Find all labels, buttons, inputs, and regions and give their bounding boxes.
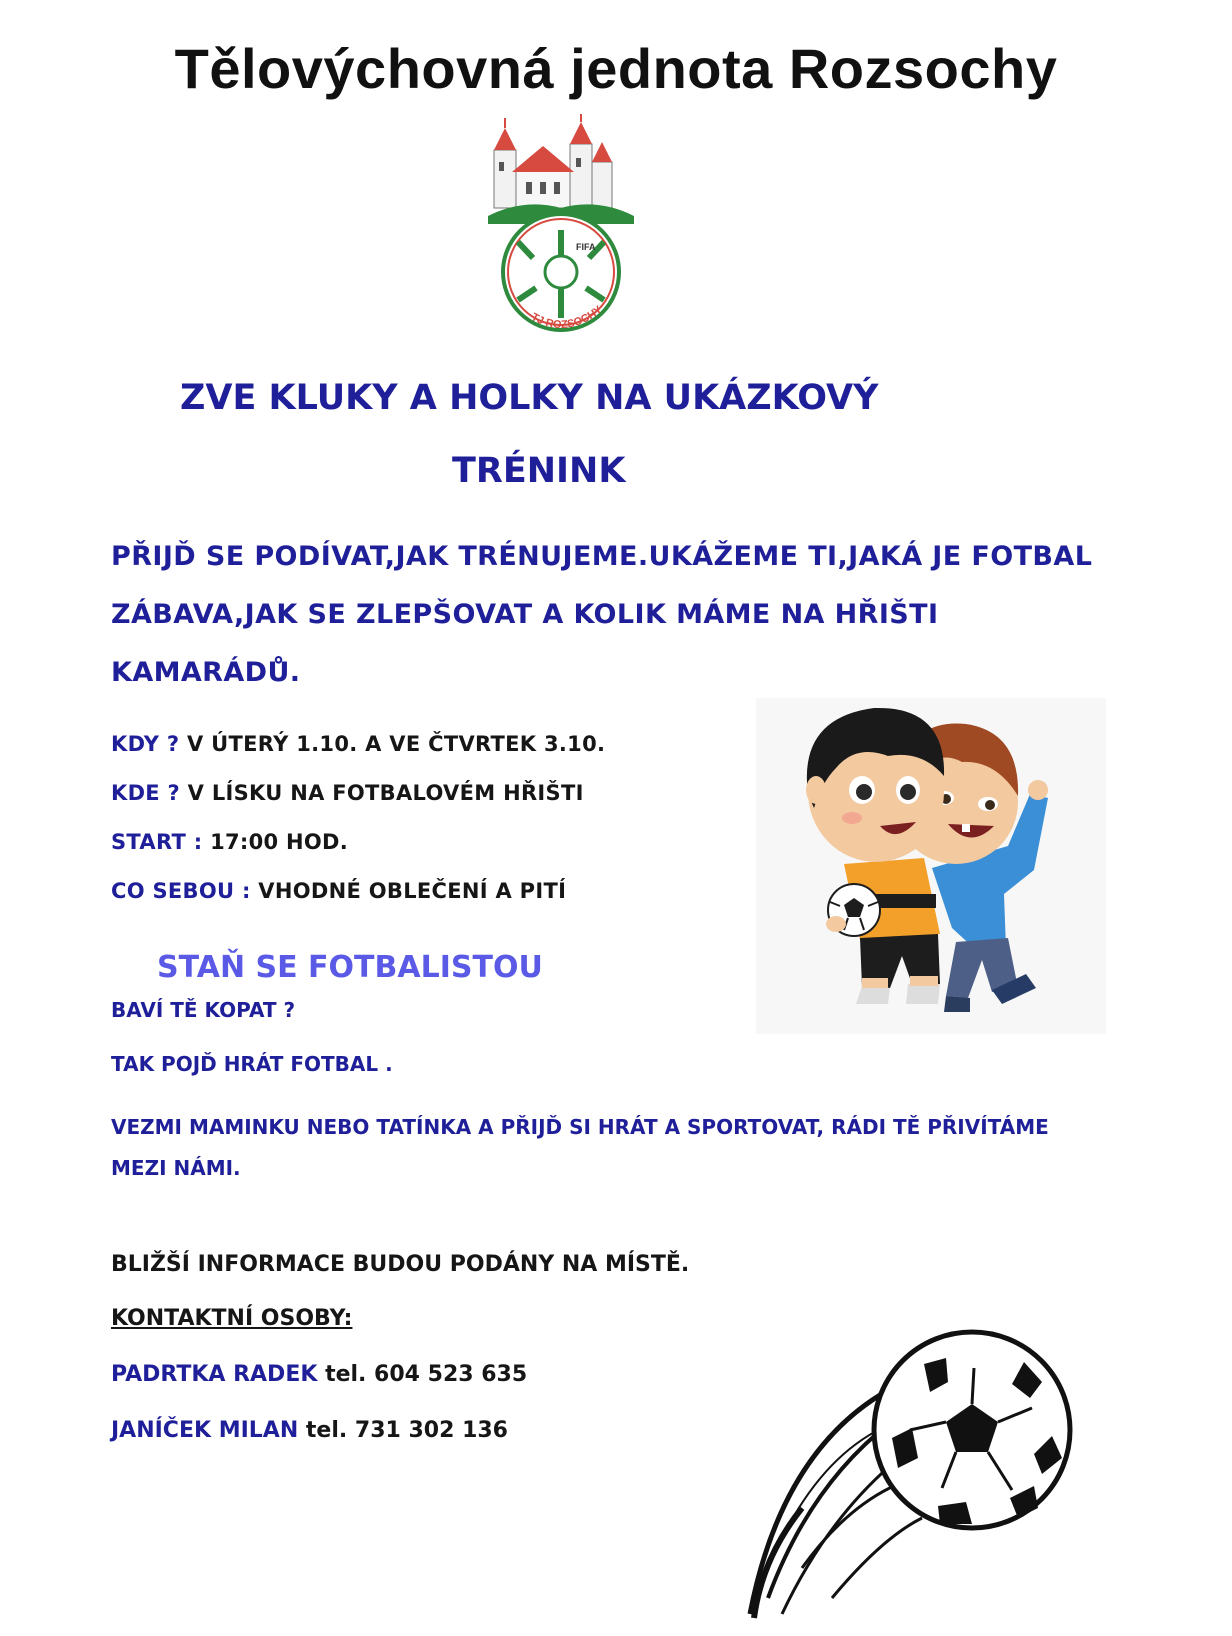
promo-paragraph: VEZMI MAMINKU NEBO TATÍNKA A PŘIJĎ SI HRÁT A SPORTOVAT, RÁDI TĚ PŘIVÍTÁME MEZI NÁMI.	[111, 1115, 1049, 1180]
page-title: Tělovýchovná jednota Rozsochy	[174, 37, 1058, 100]
contact-1-phone: tel. 604 523 635	[325, 1362, 528, 1387]
where-label: KDE ?	[111, 781, 181, 805]
when-label: KDY ?	[111, 732, 180, 756]
kids-with-ball-icon	[756, 698, 1106, 1034]
promo-line-2: TAK POJĎ HRÁT FOTBAL .	[111, 1052, 393, 1076]
detail-when	[111, 732, 605, 756]
start-label: START :	[111, 830, 203, 854]
detail-start	[111, 830, 348, 854]
contact-2-name: JANÍČEK MILAN	[111, 1418, 299, 1443]
promo-subhead: STAŇ SE FOTBALISTOU	[157, 950, 543, 985]
contacts-heading: KONTAKTNÍ OSOBY:	[111, 1306, 353, 1331]
logo-club-name: TJ ROZSOCHY	[529, 303, 605, 332]
headline-line-2: TRÉNINK	[452, 451, 626, 491]
where-value: V LÍSKU NA FOTBALOVÉM HŘIŠTI	[187, 781, 584, 805]
contact-1	[111, 1362, 527, 1387]
intro-text: PŘIJĎ SE PODÍVAT,JAK TRÉNUJEME.UKÁŽEME TI,JAKÁ JE FOTBAL ZÁBAVA,JAK SE ZLEPŠOVAT A KOLIK MÁME NA HŘIŠTI KAMARÁDŮ.	[111, 541, 1093, 688]
detail-bring	[111, 879, 566, 903]
logo-fifa-text: FIFA	[576, 242, 596, 252]
contact-2	[111, 1418, 508, 1443]
contact-2-phone: tel. 731 302 136	[305, 1418, 508, 1443]
headline-line-1: ZVE KLUKY A HOLKY NA UKÁZKOVÝ	[180, 378, 879, 418]
when-value: V ÚTERÝ 1.10. A VE ČTVRTEK 3.10.	[187, 732, 606, 756]
flying-soccer-ball-icon	[742, 1318, 1074, 1634]
footer-info: BLIŽŠÍ INFORMACE BUDOU PODÁNY NA MÍSTĚ.	[111, 1252, 690, 1277]
start-value: 17:00 HOD.	[210, 830, 349, 854]
club-logo-icon	[488, 112, 634, 344]
detail-where	[111, 781, 584, 805]
promo-line-1: BAVÍ TĚ KOPAT ?	[111, 998, 296, 1022]
contact-1-name: PADRTKA RADEK	[111, 1362, 318, 1387]
bring-value: VHODNÉ OBLEČENÍ A PITÍ	[258, 879, 567, 903]
bring-label: CO SEBOU :	[111, 879, 251, 903]
